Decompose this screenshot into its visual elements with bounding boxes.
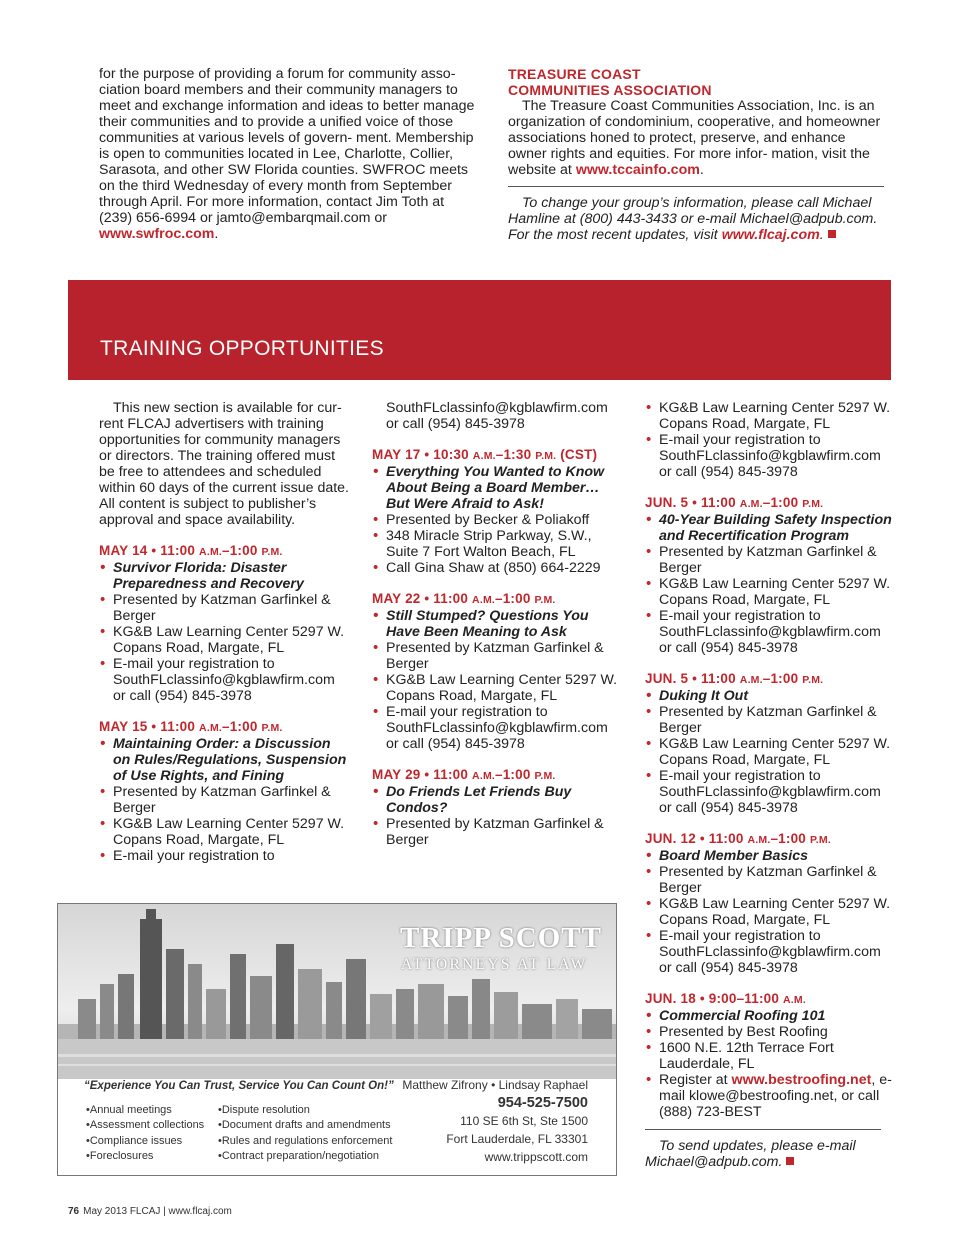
page-number: 76: [68, 1206, 80, 1217]
event-contact: • E-mail your registration to SouthFLclassinfo@kgblawfirm.com or call (954) 845-3978: [645, 432, 895, 480]
event-title: • Do Friends Let Friends Buy Condos?: [372, 784, 622, 816]
footer-text: May 2013 FLCAJ | www.flcaj.com: [83, 1206, 232, 1217]
ad-address-1: 110 SE 6th St, Ste 1500: [460, 1114, 588, 1128]
event-presenter: • Presented by Becker & Poliakoff: [372, 512, 622, 528]
column-2: [372, 400, 622, 848]
event-presenter: • Presented by Katzman Garfinkel & Berger: [99, 784, 349, 816]
event-presenter: • Presented by Katzman Garfinkel & Berger: [645, 544, 895, 576]
list-item: • Compliance issues: [86, 1134, 204, 1149]
change-info-note: To change your group’s information, please call Michael Hamline at (800) 443-3433 or e-mail Michael@adpub.com. For the most recent updates, visit www.flcaj.com.: [508, 195, 878, 243]
event-title: • Maintaining Order: a Discussion on Rules/Regulations, Suspension of Use Rights, and Fining: [99, 736, 349, 784]
divider: [508, 186, 884, 187]
list-item: • Dispute resolution: [218, 1103, 392, 1118]
event-title: • Survivor Florida: Disaster Preparedness and Recovery: [99, 560, 349, 592]
event-may14: [99, 543, 349, 704]
ad-website[interactable]: www.trippscott.com: [484, 1150, 588, 1164]
event-presenter: • Presented by Best Roofing: [645, 1024, 895, 1040]
event-title: • Still Stumped? Questions You Have Been Meaning to Ask: [372, 608, 622, 640]
event-contact: • E-mail your registration to SouthFLclassinfo@kgblawfirm.com or call (954) 845-3978: [645, 768, 895, 816]
event-contact: • E-mail your registration to SouthFLclassinfo@kgblawfirm.com or call (954) 845-3978: [372, 704, 622, 752]
end-mark-icon: [786, 1157, 794, 1165]
event-presenter: • Presented by Katzman Garfinkel & Berger: [372, 640, 622, 672]
event-location: • KG&B Law Learning Center 5297 W. Copans Road, Margate, FL: [645, 576, 895, 608]
event-date: MAY 15 • 11:00 A.M.–1:00 P.M.: [99, 719, 283, 734]
event-title: • Board Member Basics: [645, 848, 895, 864]
event-jun5-b: [645, 671, 895, 816]
ad-names: Matthew Zifrony • Lindsay Raphael: [402, 1078, 588, 1092]
flcaj-link[interactable]: www.flcaj.com: [721, 227, 820, 243]
ad-address-2: Fort Lauderdale, FL 33301: [446, 1132, 588, 1146]
event-contact: • Register at www.bestroofing.net, e-mail klowe@bestroofing.net, or call (888) 723-BEST: [645, 1072, 895, 1120]
section-banner: [68, 280, 891, 380]
list-item: • Foreclosures: [86, 1149, 204, 1164]
tcca-title: TREASURE COAST COMMUNITIES ASSOCIATION: [508, 66, 712, 98]
ad-contact: [402, 1076, 588, 1166]
event-location: • KG&B Law Learning Center 5297 W. Copans Road, Margate, FL: [372, 672, 622, 704]
event-date: JUN. 12 • 11:00 A.M.–1:00 P.M.: [645, 831, 831, 846]
event-title: • Everything You Wanted to Know About Being a Board Member… But Were Afraid to Ask!: [372, 464, 622, 512]
event-contact: • E-mail your registration to SouthFLclassinfo@kgblawfirm.com or call (954) 845-3978: [645, 608, 895, 656]
event-location: • KG&B Law Learning Center 5297 W. Copans Road, Margate, FL: [645, 736, 895, 768]
tcca-paragraph: The Treasure Coast Communities Association, Inc. is an organization of condominium, cooperative, and homeowner associations honed to protect, preserve, and enhance owner rights and equities. For more infor- mation, visit the website at www.tccainfo.com.: [508, 98, 881, 178]
swfroc-paragraph: for the purpose of providing a forum for community asso- ciation board members and their community managers to meet and exchange information and ideas to better manage their communities and to provide a unified voice of those communities at various levels of govern- ment. Membership is open to communities located in Lee, Charlotte, Collier, Sarasota, and other SW Florida counties. SWFROC meets on the third Wednesday of every month from September through April. For more information, contact Jim Toth at (239) 656-6994 or jamto@embarqmail.com or www.swfroc.com.: [99, 66, 475, 242]
event-contact: • E-mail your registration to SouthFLclassinfo@kgblawfirm.com or call (954) 845-3978: [99, 656, 349, 704]
event-contact-continued: SouthFLclassinfo@kgblawfirm.com or call (954) 845-3978: [386, 400, 608, 432]
event-presenter: • Presented by Katzman Garfinkel & Berger: [645, 864, 895, 896]
event-date: MAY 17 • 10:30 A.M.–1:30 P.M. (CST): [372, 447, 598, 462]
event-date: MAY 22 • 11:00 A.M.–1:00 P.M.: [372, 591, 556, 606]
event-location: • KG&B Law Learning Center 5297 W. Copans Road, Margate, FL: [99, 624, 349, 656]
event-date: MAY 29 • 11:00 A.M.–1:00 P.M.: [372, 767, 556, 782]
divider: [645, 1129, 881, 1130]
event-presenter: • Presented by Katzman Garfinkel & Berger: [645, 704, 895, 736]
send-updates-note: To send updates, please e-mail Michael@adpub.com.: [645, 1138, 856, 1170]
event-date: JUN. 5 • 11:00 A.M.–1:00 P.M.: [645, 495, 824, 510]
event-location: • KG&B Law Learning Center 5297 W. Copans Road, Margate, FL: [645, 400, 895, 432]
event-jun12: [645, 831, 895, 976]
event-location: • KG&B Law Learning Center 5297 W. Copans Road, Margate, FL: [645, 896, 895, 928]
event-contact: • E-mail your registration to: [99, 848, 349, 864]
ad-brand: TRIPP SCOTT: [400, 922, 602, 954]
event-presenter: • Presented by Katzman Garfinkel & Berger: [99, 592, 349, 624]
list-item: • Rules and regulations enforcement: [218, 1134, 392, 1149]
section-title: TRAINING OPPORTUNITIES: [100, 337, 384, 360]
page-footer: [68, 1206, 232, 1217]
event-date: MAY 14 • 11:00 A.M.–1:00 P.M.: [99, 543, 283, 558]
ad-tagline: “Experience You Can Trust, Service You Can Count On!”: [84, 1080, 394, 1092]
ad-subtitle: ATTORNEYS AT LAW: [401, 956, 588, 973]
column-1: [99, 400, 349, 864]
event-title: • 40-Year Building Safety Inspection and Recertification Program: [645, 512, 895, 544]
event-location: • 1600 N.E. 12th Terrace Fort Lauderdale, FL: [645, 1040, 895, 1072]
list-item: • Document drafts and amendments: [218, 1118, 392, 1133]
list-item: • Assessment collections: [86, 1118, 204, 1133]
event-location: • KG&B Law Learning Center 5297 W. Copans Road, Margate, FL: [99, 816, 349, 848]
event-title: • Commercial Roofing 101: [645, 1008, 895, 1024]
tcca-section: [508, 66, 888, 243]
event-may15: [99, 719, 349, 864]
event-date: JUN. 5 • 11:00 A.M.–1:00 P.M.: [645, 671, 824, 686]
intro-paragraph: This new section is available for cur- rent FLCAJ advertisers with training opportunities for community managers or directors. The training offered must be free to attendees and scheduled within 60 days of the current issue date. All content is subject to publisher’s approval and space availability.: [99, 400, 349, 528]
list-item: • Contract preparation/negotiation: [218, 1149, 392, 1164]
tripp-scott-ad[interactable]: [57, 903, 617, 1176]
column-3: [645, 400, 895, 1170]
ad-phone: 954-525-7500: [497, 1095, 588, 1111]
swfroc-link[interactable]: www.swfroc.com: [99, 226, 215, 242]
event-may29: [372, 767, 622, 848]
ad-services-list-2: [218, 1103, 392, 1164]
event-contact: • Call Gina Shaw at (850) 664-2229: [372, 560, 622, 576]
event-jun5-a: [645, 495, 895, 656]
end-mark-icon: [828, 230, 836, 238]
ad-services-list-1: [86, 1103, 204, 1164]
event-presenter: • Presented by Katzman Garfinkel & Berger: [372, 816, 622, 848]
tcca-link[interactable]: www.tccainfo.com: [575, 162, 700, 178]
list-item: • Annual meetings: [86, 1103, 204, 1118]
bestroofing-link[interactable]: www.bestroofing.net: [731, 1072, 872, 1088]
event-may17: [372, 447, 622, 576]
event-jun18: [645, 991, 895, 1120]
event-location: • 348 Miracle Strip Parkway, S.W., Suite 7 Fort Walton Beach, FL: [372, 528, 622, 560]
event-contact: • E-mail your registration to SouthFLclassinfo@kgblawfirm.com or call (954) 845-3978: [645, 928, 895, 976]
event-may22: [372, 591, 622, 752]
event-title: • Duking It Out: [645, 688, 895, 704]
event-date: JUN. 18 • 9:00–11:00 A.M.: [645, 991, 806, 1006]
